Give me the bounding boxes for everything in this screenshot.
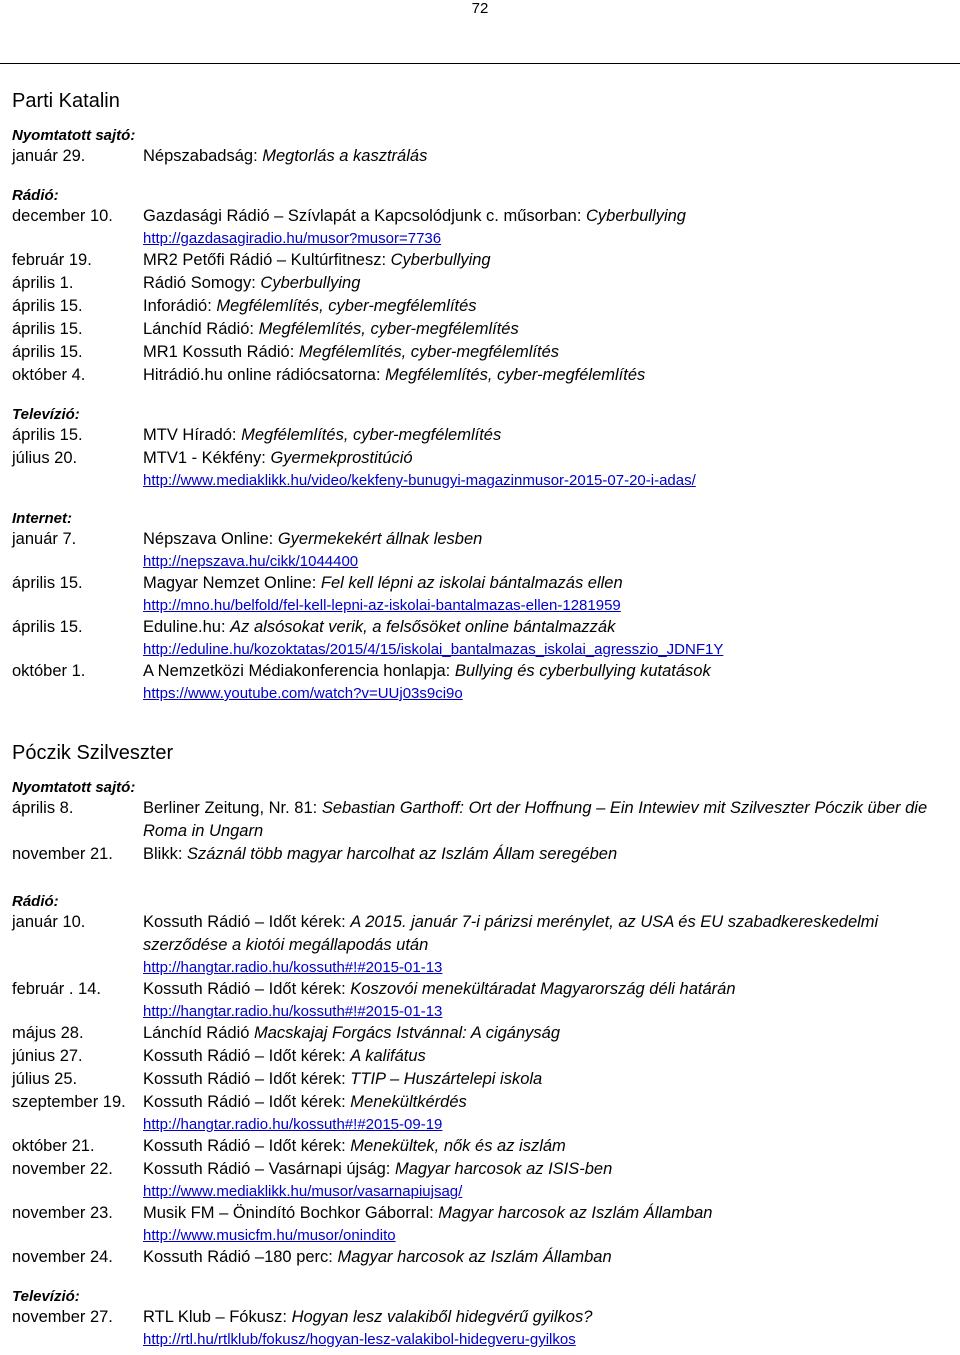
entry-text	[143, 341, 947, 364]
entry-text	[143, 797, 947, 843]
entry-date: április 1.	[12, 274, 74, 292]
entry-date: február . 14.	[12, 980, 101, 998]
entry-date: november 22.	[12, 1160, 113, 1178]
entry-link[interactable]: http://hangtar.radio.hu/kossuth#!#2015-01-13	[143, 959, 443, 976]
entry-row	[12, 911, 947, 978]
entry-date: január 29.	[12, 147, 86, 165]
entry-title: Az alsósokat verik, a felsősöket online bántalmazzák	[230, 618, 616, 636]
entry-link[interactable]: http://rtl.hu/rtlklub/fokusz/hogyan-lesz-valakibol-hidegveru-gyilkos	[143, 1331, 576, 1348]
entry-row	[12, 447, 947, 491]
media-group	[12, 186, 947, 387]
entry-title: Gyermekprostitúció	[270, 449, 413, 467]
entry-link[interactable]: http://www.mediaklikk.hu/musor/vasarnapiujsag/	[143, 1183, 463, 1200]
entry-link[interactable]: http://mno.hu/belfold/fel-kell-lepni-az-iskolai-bantalmazas-ellen-1281959	[143, 597, 621, 614]
entry-date: október 1.	[12, 662, 86, 680]
entry-text	[143, 318, 947, 341]
page-number: 72	[471, 0, 489, 17]
entry-row	[12, 1045, 947, 1068]
person-name: Parti Katalin	[12, 90, 120, 112]
category-label: Nyomtatott sajtó:	[12, 779, 136, 796]
entry-row	[12, 1022, 947, 1045]
entry-title: Menekültkérdés	[350, 1093, 467, 1111]
entry-text	[143, 364, 947, 387]
entry-title: Cyberbullying	[390, 251, 491, 269]
entry-row	[12, 1135, 947, 1158]
entry-date: február 19.	[12, 251, 92, 269]
entry-row	[12, 295, 947, 318]
entry-title: Koszovói menekültáradat Magyarország déli határán	[350, 980, 736, 998]
entry-link[interactable]: https://www.youtube.com/watch?v=UUj03s9ci9o	[143, 685, 463, 702]
entry-link[interactable]: http://gazdasagiradio.hu/musor?musor=7736	[143, 230, 442, 247]
entry-title: Megtorlás a kasztrálás	[262, 147, 428, 165]
entry-date: november 21.	[12, 845, 113, 863]
entry-source: Kossuth Rádió – Időt kérek:	[143, 1047, 351, 1065]
media-group	[12, 1287, 947, 1350]
entry-text	[143, 1022, 947, 1045]
entry-row	[12, 205, 947, 249]
entry-title: Macskajaj Forgács Istvánnal: A cigányság	[254, 1024, 560, 1042]
entry-title: Megfélemlítés, cyber-megfélemlítés	[216, 297, 477, 315]
media-group	[12, 892, 947, 1269]
entry-source: MR1 Kossuth Rádió:	[143, 343, 299, 361]
category-label: Televízió:	[12, 406, 80, 423]
entry-source: Berliner Zeitung, Nr. 81:	[143, 799, 322, 817]
entry-link[interactable]: http://hangtar.radio.hu/kossuth#!#2015-09-19	[143, 1116, 443, 1133]
media-group	[12, 778, 947, 866]
entry-date: június 27.	[12, 1047, 83, 1065]
entry-title: Száznál több magyar harcolhat az Iszlám Állam seregében	[187, 845, 618, 863]
entry-date: április 15.	[12, 320, 83, 338]
entry-row	[12, 249, 947, 272]
entry-text	[143, 1135, 947, 1158]
entry-row	[12, 272, 947, 295]
entry-title: TTIP – Huszártelepi iskola	[350, 1070, 543, 1088]
entry-date: november 24.	[12, 1248, 113, 1266]
entry-text	[143, 1068, 947, 1091]
category-label: Rádió:	[12, 187, 59, 204]
entry-text	[143, 843, 947, 866]
entry-row	[12, 528, 947, 572]
entry-source: Eduline.hu:	[143, 618, 231, 636]
entry-row	[12, 341, 947, 364]
entry-source: Kossuth Rádió – Időt kérek:	[143, 1093, 351, 1111]
entry-text	[143, 660, 947, 704]
entry-source: Lánchíd Rádió	[143, 1024, 254, 1042]
entry-date: július 25.	[12, 1070, 78, 1088]
entry-text	[143, 1091, 947, 1135]
entry-date: január 10.	[12, 913, 86, 931]
entry-row	[12, 364, 947, 387]
entry-source: Hitrádió.hu online rádiócsatorna:	[143, 366, 386, 384]
entry-text	[143, 424, 947, 447]
entry-text	[143, 572, 947, 616]
entry-link[interactable]: http://nepszava.hu/cikk/1044400	[143, 553, 359, 570]
entry-date: április 8.	[12, 799, 74, 817]
entry-title: Magyar harcosok az ISIS-ben	[394, 1160, 613, 1178]
person-section	[12, 740, 947, 1350]
entry-row	[12, 1068, 947, 1091]
entry-source: Népszava Online:	[143, 530, 278, 548]
entry-title: Megfélemlítés, cyber-megfélemlítés	[258, 320, 519, 338]
entry-row	[12, 318, 947, 341]
entry-date: január 7.	[12, 530, 77, 548]
entry-title: A kalifátus	[350, 1047, 426, 1065]
entry-text	[143, 295, 947, 318]
entry-date: május 28.	[12, 1024, 84, 1042]
entry-row	[12, 1306, 947, 1350]
entry-source: Kossuth Rádió – Időt kérek:	[143, 1137, 351, 1155]
entry-date: november 23.	[12, 1204, 113, 1222]
entry-title: Magyar harcosok az Iszlám Államban	[337, 1248, 612, 1266]
entry-text	[143, 1246, 947, 1269]
entry-title: Megfélemlítés, cyber-megfélemlítés	[241, 426, 502, 444]
category-label: Internet:	[12, 510, 72, 527]
entry-text	[143, 616, 947, 660]
entry-source: MTV Híradó:	[143, 426, 242, 444]
entry-text	[143, 1158, 947, 1202]
entry-source: Rádió Somogy:	[143, 274, 261, 292]
entry-text	[143, 1306, 947, 1350]
entry-link[interactable]: http://www.musicfm.hu/musor/onindito	[143, 1227, 396, 1244]
entry-source: Magyar Nemzet Online:	[143, 574, 321, 592]
entry-source: Kossuth Rádió – Vasárnapi újság:	[143, 1160, 395, 1178]
entry-title: Fel kell lépni az iskolai bántalmazás ellen	[320, 574, 623, 592]
entry-source: Kossuth Rádió – Időt kérek:	[143, 1070, 351, 1088]
entry-row	[12, 145, 947, 168]
entry-row	[12, 797, 947, 843]
category-label: Nyomtatott sajtó:	[12, 127, 136, 144]
entry-title: A 2015. január 7-i párizsi merénylet, az USA és EU szabadkereskedelmi szerződése a kiotói megállapodás után	[143, 913, 879, 954]
entry-title: Megfélemlítés, cyber-megfélemlítés	[385, 366, 646, 384]
entry-source: Kossuth Rádió – Időt kérek:	[143, 913, 351, 931]
entry-source: Musik FM – Önindító Bochkor Gáborral:	[143, 1204, 439, 1222]
entry-row	[12, 843, 947, 866]
entry-title: Cyberbullying	[586, 207, 686, 225]
entry-title: Hogyan lesz valakiből hidegvérű gyilkos?	[291, 1308, 593, 1326]
header-rule	[0, 63, 960, 64]
person-name: Póczik Szilveszter	[12, 742, 174, 764]
media-group	[12, 405, 947, 491]
entry-source: RTL Klub – Fókusz:	[143, 1308, 292, 1326]
media-group	[12, 126, 947, 168]
entry-source: Kossuth Rádió –180 perc:	[143, 1248, 338, 1266]
category-label: Televízió:	[12, 1288, 80, 1305]
entry-title: Sebastian Garthoff: Ort der Hoffnung – Ein Intewiev mit Szilveszter Póczik über die Roma in Ungarn	[143, 799, 928, 840]
entry-source: Kossuth Rádió – Időt kérek:	[143, 980, 351, 998]
media-group	[12, 509, 947, 704]
entry-row	[12, 616, 947, 660]
entry-date: április 15.	[12, 297, 83, 315]
entry-text	[143, 1202, 947, 1246]
person-section	[12, 88, 947, 704]
entry-link[interactable]: http://www.mediaklikk.hu/video/kekfeny-bunugyi-magazinmusor-2015-07-20-i-adas/	[143, 472, 696, 489]
entry-text	[143, 447, 947, 491]
entry-source: MTV1 - Kékfény:	[143, 449, 271, 467]
entry-text	[143, 978, 947, 1022]
entry-row	[12, 1246, 947, 1269]
entry-date: április 15.	[12, 618, 83, 636]
entry-source: A Nemzetközi Médiakonferencia honlapja:	[143, 662, 455, 680]
entry-source: Gazdasági Rádió – Szívlapát a Kapcsolódjunk c. műsorban:	[143, 207, 587, 225]
entry-date: július 20.	[12, 449, 78, 467]
entry-date: április 15.	[12, 343, 83, 361]
entry-date: április 15.	[12, 426, 83, 444]
entry-row	[12, 424, 947, 447]
entry-date: október 21.	[12, 1137, 95, 1155]
entry-text	[143, 249, 947, 272]
document-body	[12, 88, 947, 1350]
entry-row	[12, 572, 947, 616]
entry-source: MR2 Petőfi Rádió – Kultúrfitnesz:	[143, 251, 391, 269]
entry-row	[12, 1202, 947, 1246]
entry-title: Megfélemlítés, cyber-megfélemlítés	[298, 343, 560, 361]
entry-date: november 27.	[12, 1308, 113, 1326]
entry-date: szeptember 19.	[12, 1093, 126, 1111]
entry-title: Magyar harcosok az Iszlám Államban	[438, 1204, 713, 1222]
entry-title: Bullying és cyberbullying kutatások	[454, 662, 711, 680]
entry-date: április 15.	[12, 574, 83, 592]
entry-text	[143, 528, 947, 572]
entry-title: Menekültek, nők és az iszlám	[350, 1137, 566, 1155]
entry-source: Blikk:	[143, 845, 188, 863]
entry-row	[12, 660, 947, 704]
entry-title: Cyberbullying	[260, 274, 361, 292]
entry-row	[12, 1158, 947, 1202]
category-label: Rádió:	[12, 893, 59, 910]
entry-date: december 10.	[12, 207, 113, 225]
entry-source: Népszabadság:	[143, 147, 263, 165]
entry-text	[143, 205, 947, 249]
entry-text	[143, 1045, 947, 1068]
entry-row	[12, 1091, 947, 1135]
entry-date: október 4.	[12, 366, 86, 384]
entry-source: Lánchíd Rádió:	[143, 320, 259, 338]
entry-title: Gyermekekért állnak lesben	[277, 530, 483, 548]
entry-row	[12, 978, 947, 1022]
entry-text	[143, 911, 947, 978]
entry-link[interactable]: http://eduline.hu/kozoktatas/2015/4/15/iskolai_bantalmazas_iskolai_agresszio_JDNF1Y	[143, 641, 724, 658]
entry-link[interactable]: http://hangtar.radio.hu/kossuth#!#2015-01-13	[143, 1003, 443, 1020]
entry-text	[143, 272, 947, 295]
entry-text	[143, 145, 947, 168]
entry-source: Inforádió:	[143, 297, 217, 315]
